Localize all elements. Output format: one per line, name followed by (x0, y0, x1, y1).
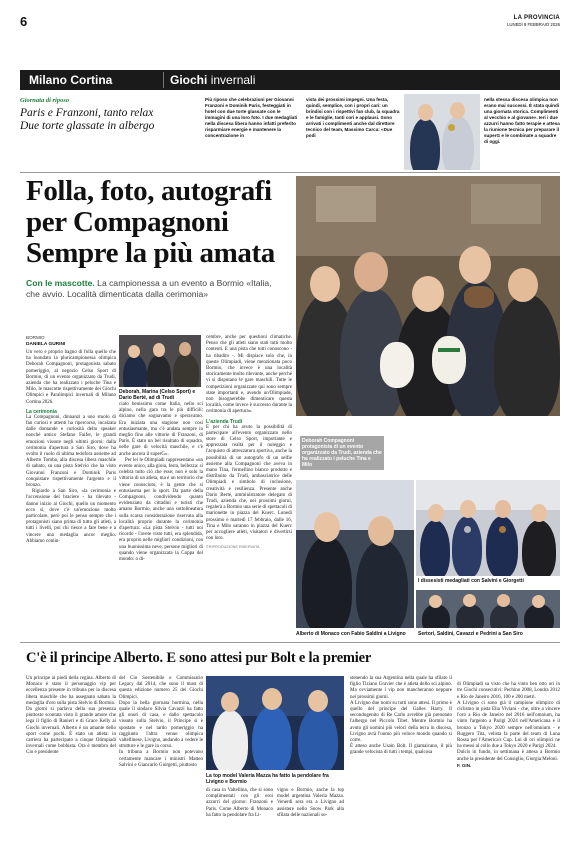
mascot-plush-right (432, 336, 466, 384)
small-photo (119, 335, 201, 387)
main-col3-p1: cembre, anche per questioni climatiche. Penso che gli atleti siano stati tutti molto contenti. E una pista che tutti conoscono - ha ribadito -. Mi dispiace solo che, in queste Olimpiadi, viene menzionata poco Bormio, che invece è una località storicamente molto rilevante, anche perché vi si disputano le gare maschili. Tutte le competizioni organizzate qui sono sempre state importanti e, avendo un'Olimpiade, non bisognerebbe dimenticare questa località, come invece è successo durante la cerimonia di apertura». (206, 335, 292, 415)
photo-alberto-caption: Alberto di Monaco con Fabio Saldini a Livigno (296, 631, 406, 637)
section-bar (20, 70, 560, 90)
main-photo-caption: Deborah Compagnoni protagonista di un evento organizzato da Trudi, azienda che ha realizzato i peluche Tina e Milo (300, 436, 384, 470)
bottom-headline: C'è il principe Alberto. E sono attesi pur Bolt e la premier (26, 650, 372, 666)
sidebar-col-2: vista dei prossimi impegni. Una festa, quindi, semplice, con i propri cari: un brindisi con i rispettivi fan club, la squadra e le famiglie, tanti cori e applausi. Sono arrivati i complimenti anche dal direttore tecnico del team, Massimo Carca: «Due podi (306, 97, 400, 138)
dateline: BORMIO (26, 335, 45, 340)
main-col3-p2: E per chi ha avuto la possibilità di partecipare all'evento organizzato nello store di Celso Sport, importante e apprezzata realtà per il noleggio e l'acquisto di attrezzatura sportiva, anche la possibilità di un autografo di un selfie assieme alla Compagnoni che aveva in mano Tina, l'ermellino bianco prodotto e distribuito da Trudi, ambasciatrice delle Olimpiadi e simbolo di inclusione, creatività e resilienza. Presente anche Dario Berté, amministratore delegato di Trudi, azienda che, nei prossimi giorni, regalerà a Bormio una serie di spettacoli di marionette in piazza del Kuerc. Lunedì prossimo e martedì 17 febbraio, dalle 16, Tina e Milo saranno in piazza del Kuerc per accogliere atleti, visitatori e divertirsi con loro. (206, 424, 292, 542)
sidebar-col-1: Più riposo che celebrazioni per Giovanni Franzoni e Dominik Paris, festeggiati in hotel con due torte glassate con le immagini di una loro foto. I due medagliati nella discesa libera hanno infatti preferito risparmiare energie e mantenere la concentrazione in (205, 97, 298, 138)
sidebar-photo (404, 94, 480, 170)
section-right (170, 73, 255, 87)
sidebar-kicker: Giornata di riposo (20, 97, 70, 104)
bottom-col-6-text: di Olimpiadi sa visto che ha vinto ben otto ori in tre Giochi consecutivi: Pechino 2008, Londra 2012 e Rio de Janeiro 2016, 100 e 200 metri. A Livigno ci sono già il campione olimpico di ciclismo in pista Elia Viviani - che, oltre a vincere l'oro a Rio de Janeiro nel 2016 nell'omnium, ha vinto l'argento a Parigi 2024 nell'Americana e il bronzo a Tokyo 2020 sempre nell'omnium - e Ruggero Tita, velista fa parte del team di Luna Rossa per l'America's Cup. Lui di ori olimpici ne ha messi al collo due a Tokyo 2020 e Parigi 2024. Dulcis in fundo, in settimana è attesa a Bormio anche la presidente del Consiglio, Giorgia Meloni. (457, 682, 560, 762)
copyright-note: ©RIPRODUZIONE RISERVATA (206, 544, 260, 549)
rule (20, 642, 560, 643)
main-col1-sub: La cerimonia (26, 408, 57, 415)
medal-photo-caption: I dissesisti medagliati con Salvini e Giorgetti (418, 578, 524, 584)
bottom-signature: F. GIN. (457, 762, 472, 768)
bottom-col-1: Un principe ai piedi della regina. Alberto di Monaco è stato il personaggio vip per eccellenza presente in tribuna per la discesa libera maschile che ha assegnato sabato la medaglia d'oro sulla pista Stelvio di Bormio. Da giorni si parlava della sua presenza piuttosto scontata visto il grande amore che lega il figlio di Ranieri e di Grace Kelly ai Giochi invernali. Alberto è un amante dello sport come pochi. È stato un atleta: in carriera ha partecipato a cinque Olimpiadi invernali come bobbista. Ora è membro del Cio e presidente (26, 676, 116, 756)
sidebar-title: Paris e Franzoni, tanto relax Due torte glassate in albergo (20, 107, 155, 132)
issue-date: LUNEDÌ 9 FEBBRAIO 2026 (506, 22, 560, 27)
bottom-col-4: vigno e Bormio, anche la top model argentina Valeria Mazza. Venerdì sera era a Livigno ad assistere nello Snow Park alla sfilata delle nazionali so- (277, 788, 344, 818)
section-divider (163, 72, 164, 88)
subheadline-text: La campionessa a un evento a Bormio «Italia, che avvio. Località dimenticata dalla cerimonia» (26, 278, 272, 299)
section-left: Milano Cortina (29, 73, 113, 87)
main-col2-p1: ciato benissimo come Italia, nello sci alpino, nella gara tra le più difficili: diciamo che sognavamo e speravamo. Era iniziata una stagione non così entusiasmante, ma c'è andata sempre in meglio fino alle vittorie di Franzoni, di Paris. È stato un bel risultato di squadra, nelle gare di velocità maschile, e c'è anche ancora il superG». (119, 402, 203, 457)
bottom-col-5: stenendo la sua Argentina nella quale ha sfilato il figlio Tiziano Gravier che è atleta dello sci alpino. Ma ovviamente i vip non mancheranno neppure nei prossimi giorni. A Livigno due nomi su tutti sono attesi. Il primo è quello del principe del Galles Harry. Il secondogenito di Re Carlo avrebbe già prenotato l'albergo nel Piccolo Tibet. Mentre Bormio ha avuto gli uomini più veloci della terra in discesa, Livigno avrà l'uomo più veloce mondo quando si corre. È atteso anche Usain Bolt. Il giamaicano, il più grande velocista di tutti i tempi, qualcosa (350, 676, 452, 756)
bottom-col-2: del Cio Sostenibile e Commissario Legacy dal 2014, che sono il must di questa edizione numero 25 dei Giochi Olimpici. Dopo la bella giornata bormina, nella quale il sindaco Silvia Cavazzi ha fatto gli onori di casa, e dallo spettacolo vissuto sulla Stelvio, il Principe si è spostato e nel tardo pomeriggio ha raggiunto l'altra venue olimpica valtellinese, Livigno, andando a vedere le strutture e le gare in corso. In tribuna a Bormio non potevano certamente mancare i ministri Matteo Salvini e Giancarlo Giorgetti, piuttosto (119, 676, 203, 768)
main-photo (296, 176, 560, 416)
bottom-col-3: di casa in Valtellina, che si sono complimentati con gli eroi azzurri del giorno: Franzoni e Paris. Come Alberto di Monaco ha fatto la pendolare fra Li- (206, 788, 273, 818)
photo-san-siro (416, 590, 560, 628)
photo-valeria-mazza (206, 676, 344, 770)
sidebar-col-3: nella stessa discesa olimpica non erano mai successi. È stata quindi una giornata storica. Complimenti al vecchio e al giovane». Ieri i due azzurri hanno fatto terapie e attesa la riunione tecnica per preparare il superG e le combinate a squadre di oggi. (484, 97, 560, 144)
main-col1-p3: Rigiardo a San Siro, «la cerimonia e l'accensione del braciere - ha rilevato - danno inizio ai Giochi, quello un momento ecco sì, dove c'è un'emozione molto particolare, però poi le penso sempre che i protagonisti siano prima di tutto gli atleti, a tutti i livelli, poi chi riesce a fare bene e a vincere una medaglia ancor meglio. Abbiamo comin- (26, 489, 116, 544)
photo-san-siro-caption: Sertori, Saldini, Cavazzi e Pedrini a San Siro (418, 631, 523, 637)
subheadline-bold: Con le mascotte. (26, 278, 95, 288)
author: DANIELA GURINI (26, 342, 66, 347)
main-col3-sub: L'azienda Trudi (206, 418, 243, 425)
bottom-col-6 (457, 676, 560, 770)
small-photo-caption: Deborah, Marina (Celso Sport) e Dario Berté, ad di Trudi (119, 389, 196, 401)
main-col1-p2: La Compagnoni, dinnanzi a uno stuolo di fan curiosi e attenti ha ripercorso, incalzata dalle domande e curiosità dello speaker nonché amico Stefano Faifer, le grandi emozioni vissute negli ultimi giorni: dalla cerimonia d'apertura a San Siro, dove ha svolto il ruolo di ultima tedofora assieme ad Alberto Tomba, alla discesa libera maschile di sabato, su una pista Stelvio che ha visto Giovanni Franzoni e Dominik Paris conquistare rispettivamente l'argento e il bronzo. (26, 414, 116, 489)
mascot-plush-left (380, 342, 414, 388)
main-col2-p2: Per lei le Olimpiadi rappresentano «un evento unico, alla gioia, festa, bellezza: si celebra tutto ciò che esse; non è solo la vittoria di un atleta, ma è un territorio che viene conosciuto, è la gente che si entusiasma per lo sport. Da parte della Compagnoni, condividendo quanto evidenziato da cittadini e turisti che amano Bormio, anche una sottolineatura sulla scarsa considerazione riservata alla località proprio durante la cerimonia d'apertura: «La pista Stelvio - tutti noi ricordo - l'avete visto tutti, era splendida, era proprio nelle migliori condizioni, con una buonissima neve, persone migliori di quando viene organizzata la Coppa del mondo: o di- (119, 457, 203, 563)
photo-valeria-caption: La top model Valeria Mazza ha fatto la pendolare fra Livigno e Bormio (206, 773, 329, 785)
page-number: 6 (20, 14, 28, 29)
medal-photo (416, 480, 560, 576)
rule (20, 172, 560, 173)
section-right-bold: Giochi (170, 73, 208, 87)
main-headline: Folla, foto, autografi per Compagnoni Sempre la più amata (26, 175, 275, 269)
section-right-light: invernali (210, 73, 256, 87)
main-subheadline (26, 278, 281, 299)
main-col1-p1: Un vero e proprio bagno di folla quello che ha inondato la pluricampionessa olimpica Deborah Compagnoni, protagonista sabato pomeriggio, al negozio Celso Sport di Bormio, di un evento organizzato da Trudi, azienda che ha realizzato i peluche Tina e Milo, le mascotte rispettivamente dei Giochi Olimpici e Paralimpici invernali di Milano Cortina 2026. (26, 350, 116, 405)
photo-alberto (296, 480, 414, 628)
masthead: LA PROVINCIA (513, 15, 560, 21)
